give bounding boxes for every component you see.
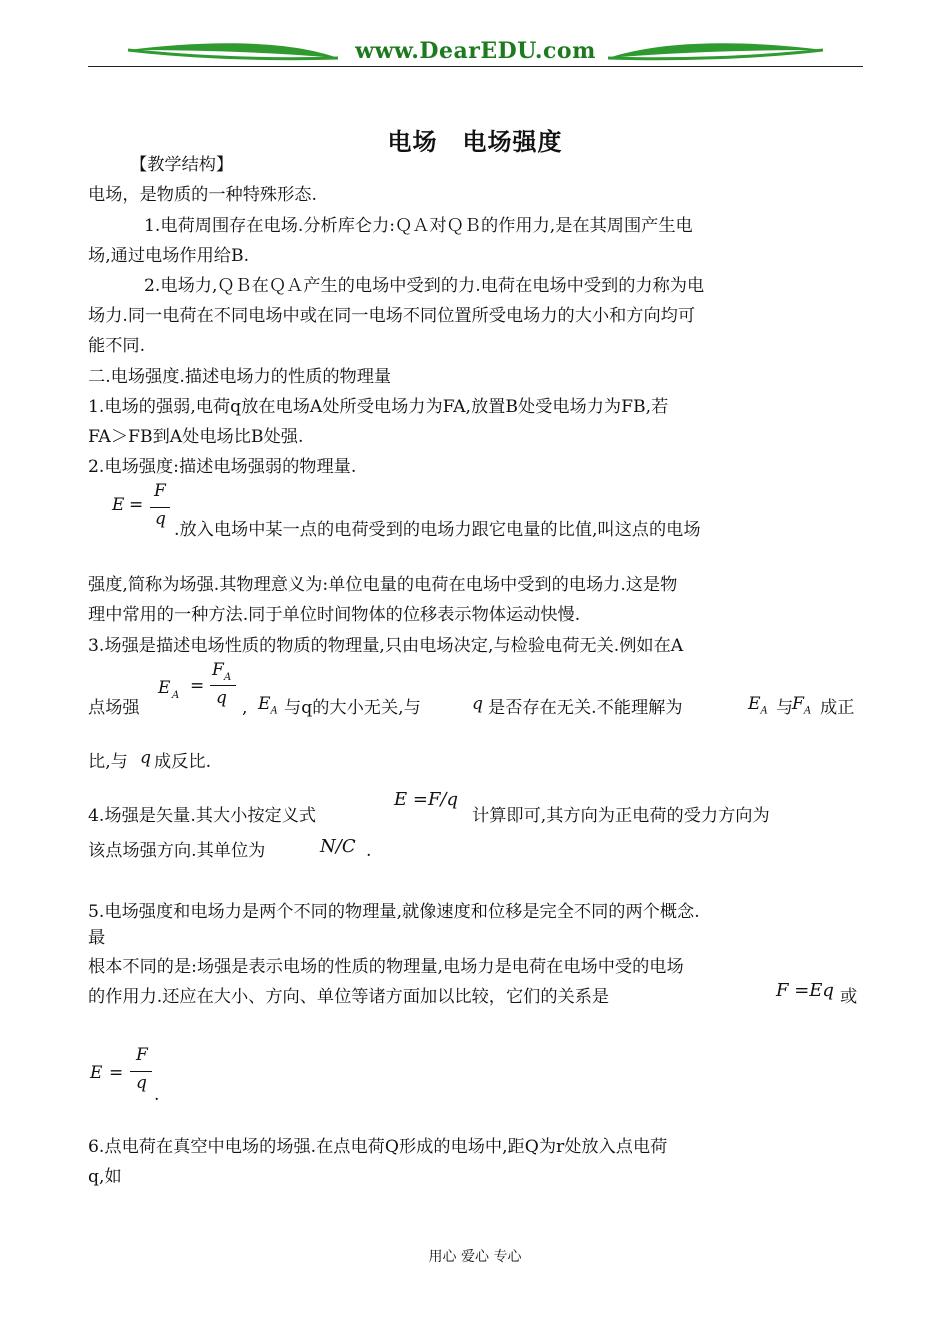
paragraph-line: 成正 xyxy=(820,698,855,718)
header-divider xyxy=(88,66,863,67)
paragraph-line: 与q的大小无关,与 xyxy=(284,698,421,718)
paragraph-line: 6.点电荷在真空中电场的场强.在点电荷Q形成的电场中,距Q为r处放入点电荷 xyxy=(88,1137,668,1157)
paragraph-line: 比,与 xyxy=(88,752,128,772)
paragraph-line: 4.场强是矢量.其大小按定义式 xyxy=(88,806,317,826)
paragraph-line: 该点场强方向.其单位为 xyxy=(88,841,266,861)
paragraph-line: 点场强 xyxy=(88,698,140,718)
paragraph-line: 场,通过电场作用给B. xyxy=(88,246,250,266)
formula-E-equals-F-slash-q: E =F∕q xyxy=(394,789,459,810)
section-subheading: 二.电场强度.描述电场力的性质的物理量 xyxy=(88,367,392,387)
paragraph-line: 场力.同一电荷在不同电场中或在同一电场不同位置所受电场力的大小和方向均可 xyxy=(88,306,696,326)
math-unit-N-per-C: N/C xyxy=(320,836,356,857)
paragraph-line: .放入电场中某一点的电荷受到的电场力跟它电量的比值,叫这点的电场 xyxy=(174,520,701,540)
math-q: q xyxy=(140,748,152,768)
site-logo-text[interactable]: www.DearEDU.com xyxy=(355,38,596,64)
paragraph-line: . xyxy=(154,1085,160,1105)
paragraph-line: 成反比. xyxy=(154,752,212,772)
site-header-banner xyxy=(88,36,863,70)
paragraph-line: 与 xyxy=(776,698,794,718)
math-EA: $E_A$ xyxy=(258,694,278,717)
paragraph-line: q,如 xyxy=(88,1167,122,1187)
paragraph-line: 根本不同的是:场强是表示电场的性质的物理量,电场力是电荷在电场中受的电场 xyxy=(88,957,684,977)
paragraph-line: 3.场强是描述电场性质的物质的物理量,只由电场决定,与检验电荷无关.例如在A xyxy=(88,636,684,656)
formula-F-equals-Eq: F =Eq xyxy=(776,980,834,1001)
section-heading: 【教学结构】 xyxy=(130,155,234,175)
page-title: 电场 电场强度 xyxy=(387,127,563,156)
paragraph-line: 1.电场的强弱,电荷q放在电场A处所受电场力为FA,放置B处受电场力为FB,若 xyxy=(88,397,669,417)
paragraph-line: 最 xyxy=(88,928,106,948)
paragraph-line: , xyxy=(242,698,248,718)
math-q: q xyxy=(472,694,484,714)
math-FA: $F_A$ xyxy=(792,694,812,717)
paragraph-line: 电场，是物质的一种特殊形态. xyxy=(88,185,317,205)
paragraph-line: 或 xyxy=(840,987,858,1007)
paragraph-line: 能不同. xyxy=(88,336,146,356)
paragraph-line: 强度,简称为场强.其物理意义为:单位电量的电荷在电场中受到的电场力.这是物 xyxy=(88,575,678,595)
paragraph-line: FA＞FB到A处电场比B处强. xyxy=(88,427,304,447)
paragraph-line: 2.电场力,ＱＢ在ＱＡ产生的电场中受到的力.电荷在电场中受到的力称为电 xyxy=(144,276,705,296)
paragraph-line: 的作用力.还应在大小、方向、单位等诸方面加以比较，它们的关系是 xyxy=(88,987,610,1007)
paragraph-line: . xyxy=(366,841,372,861)
paragraph-line: 是否存在无关.不能理解为 xyxy=(488,698,683,718)
paragraph-line: 1.电荷周围存在电场.分析库仑力:ＱＡ对ＱＢ的作用力,是在其周围产生电 xyxy=(144,216,693,236)
paragraph-line: 理中常用的一种方法.同于单位时间物体的位移表示物体运动快慢. xyxy=(88,605,581,625)
math-EA: $E_A$ xyxy=(748,694,768,717)
paragraph-line: 5.电场强度和电场力是两个不同的物理量,就像速度和位移是完全不同的两个概念. xyxy=(88,902,700,922)
paragraph-line: 2.电场强度:描述电场强弱的物理量. xyxy=(88,457,357,477)
page-footer: 用心 爱心 专心 xyxy=(428,1249,522,1265)
paragraph-line: 计算即可,其方向为正电荷的受力方向为 xyxy=(472,806,770,826)
